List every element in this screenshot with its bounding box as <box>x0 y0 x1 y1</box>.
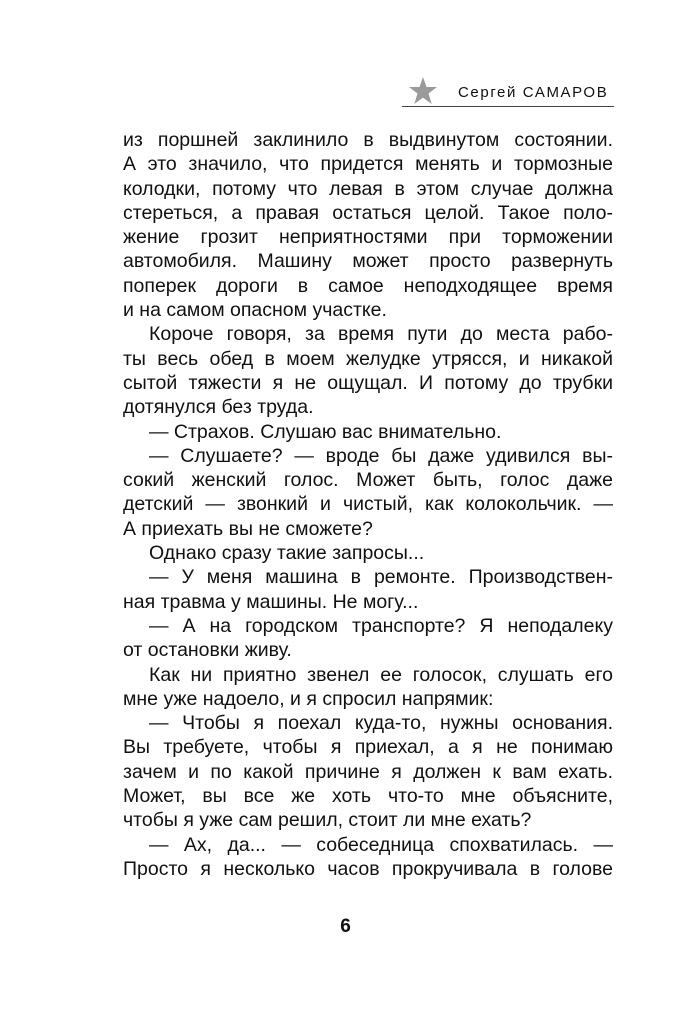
text-line: ты весь обед в моем желудке утрясся, и никакой <box>123 347 613 370</box>
text-line: — А на городском транспорте? Я неподалеку <box>149 614 613 637</box>
text-line: жение грозит неприятностями при торможении <box>123 226 613 249</box>
text-line: ная травма у машины. Не могу... <box>123 590 419 613</box>
paragraph <box>123 128 613 322</box>
paragraph <box>123 565 613 614</box>
text-line: автомобиля. Машину может просто развернуть <box>123 250 613 273</box>
text-line: сокий женский голос. Может быть, голос даже <box>123 469 613 492</box>
text-line: Вы требуете, чтобы я приехал, а я не понимаю <box>123 736 613 759</box>
paragraph <box>123 541 613 565</box>
text-line: чтобы я уже сам решил, стоит ли мне ехать? <box>123 809 532 832</box>
text-line: — Ах, да... — собеседница спохватилась. — <box>149 833 613 856</box>
text-line: — Чтобы я поехал куда-то, нужны основания. <box>149 712 613 735</box>
text-line: мне уже надоело, и я спросил напрямик: <box>123 687 494 710</box>
text-line: Может, вы все же хоть что-то мне объясните, <box>123 785 613 808</box>
text-line: зачем и по какой причине я должен к вам ехать. <box>123 760 613 783</box>
text-line: Просто я несколько часов прокручивала в голове <box>123 857 613 880</box>
text-line: стереться, а правая остаться целой. Такое поло- <box>123 201 613 224</box>
running-header <box>402 74 614 108</box>
text-line: детский — звонкий и чистый, как колокольчик. — <box>123 493 613 516</box>
text-line: Однако сразу такие запросы... <box>149 542 425 565</box>
body-text <box>123 128 613 881</box>
paragraph <box>123 322 613 419</box>
text-line: от остановки живу. <box>123 639 292 662</box>
text-line: колодки, потому что левая в этом случае должна <box>123 177 613 200</box>
paragraph <box>123 833 613 882</box>
paragraph <box>123 420 613 444</box>
text-line: сытой тяжести я не ощущал. И потому до трубки <box>123 371 613 394</box>
text-line: поперек дороги в самое неподходящее время <box>123 274 613 297</box>
text-line: и на самом опасном участке. <box>123 299 387 322</box>
text-line: — Слушаете? — вроде бы даже удивился вы- <box>149 444 613 467</box>
paragraph <box>123 444 613 541</box>
star-icon <box>408 76 438 106</box>
text-line: из поршней заклинило в выдвинутом состоянии. <box>123 129 613 151</box>
text-line: Короче говоря, за время пути до места рабо- <box>149 323 613 346</box>
paragraph <box>123 614 613 663</box>
author-name: Сергей САМАРОВ <box>458 84 609 101</box>
text-line: дотянулся без труда. <box>123 396 314 419</box>
header-rule <box>402 106 614 107</box>
page-number: 6 <box>340 916 351 937</box>
paragraph <box>123 711 613 832</box>
text-line: А приехать вы не сможете? <box>123 517 373 540</box>
text-line: — У меня машина в ремонте. Производствен- <box>149 566 613 589</box>
text-line: Как ни приятно звенел ее голосок, слушать его <box>149 663 613 686</box>
paragraph <box>123 663 613 712</box>
text-line: — Страхов. Слушаю вас внимательно. <box>149 420 502 443</box>
text-line: А это значило, что придется менять и тормозные <box>123 153 613 176</box>
